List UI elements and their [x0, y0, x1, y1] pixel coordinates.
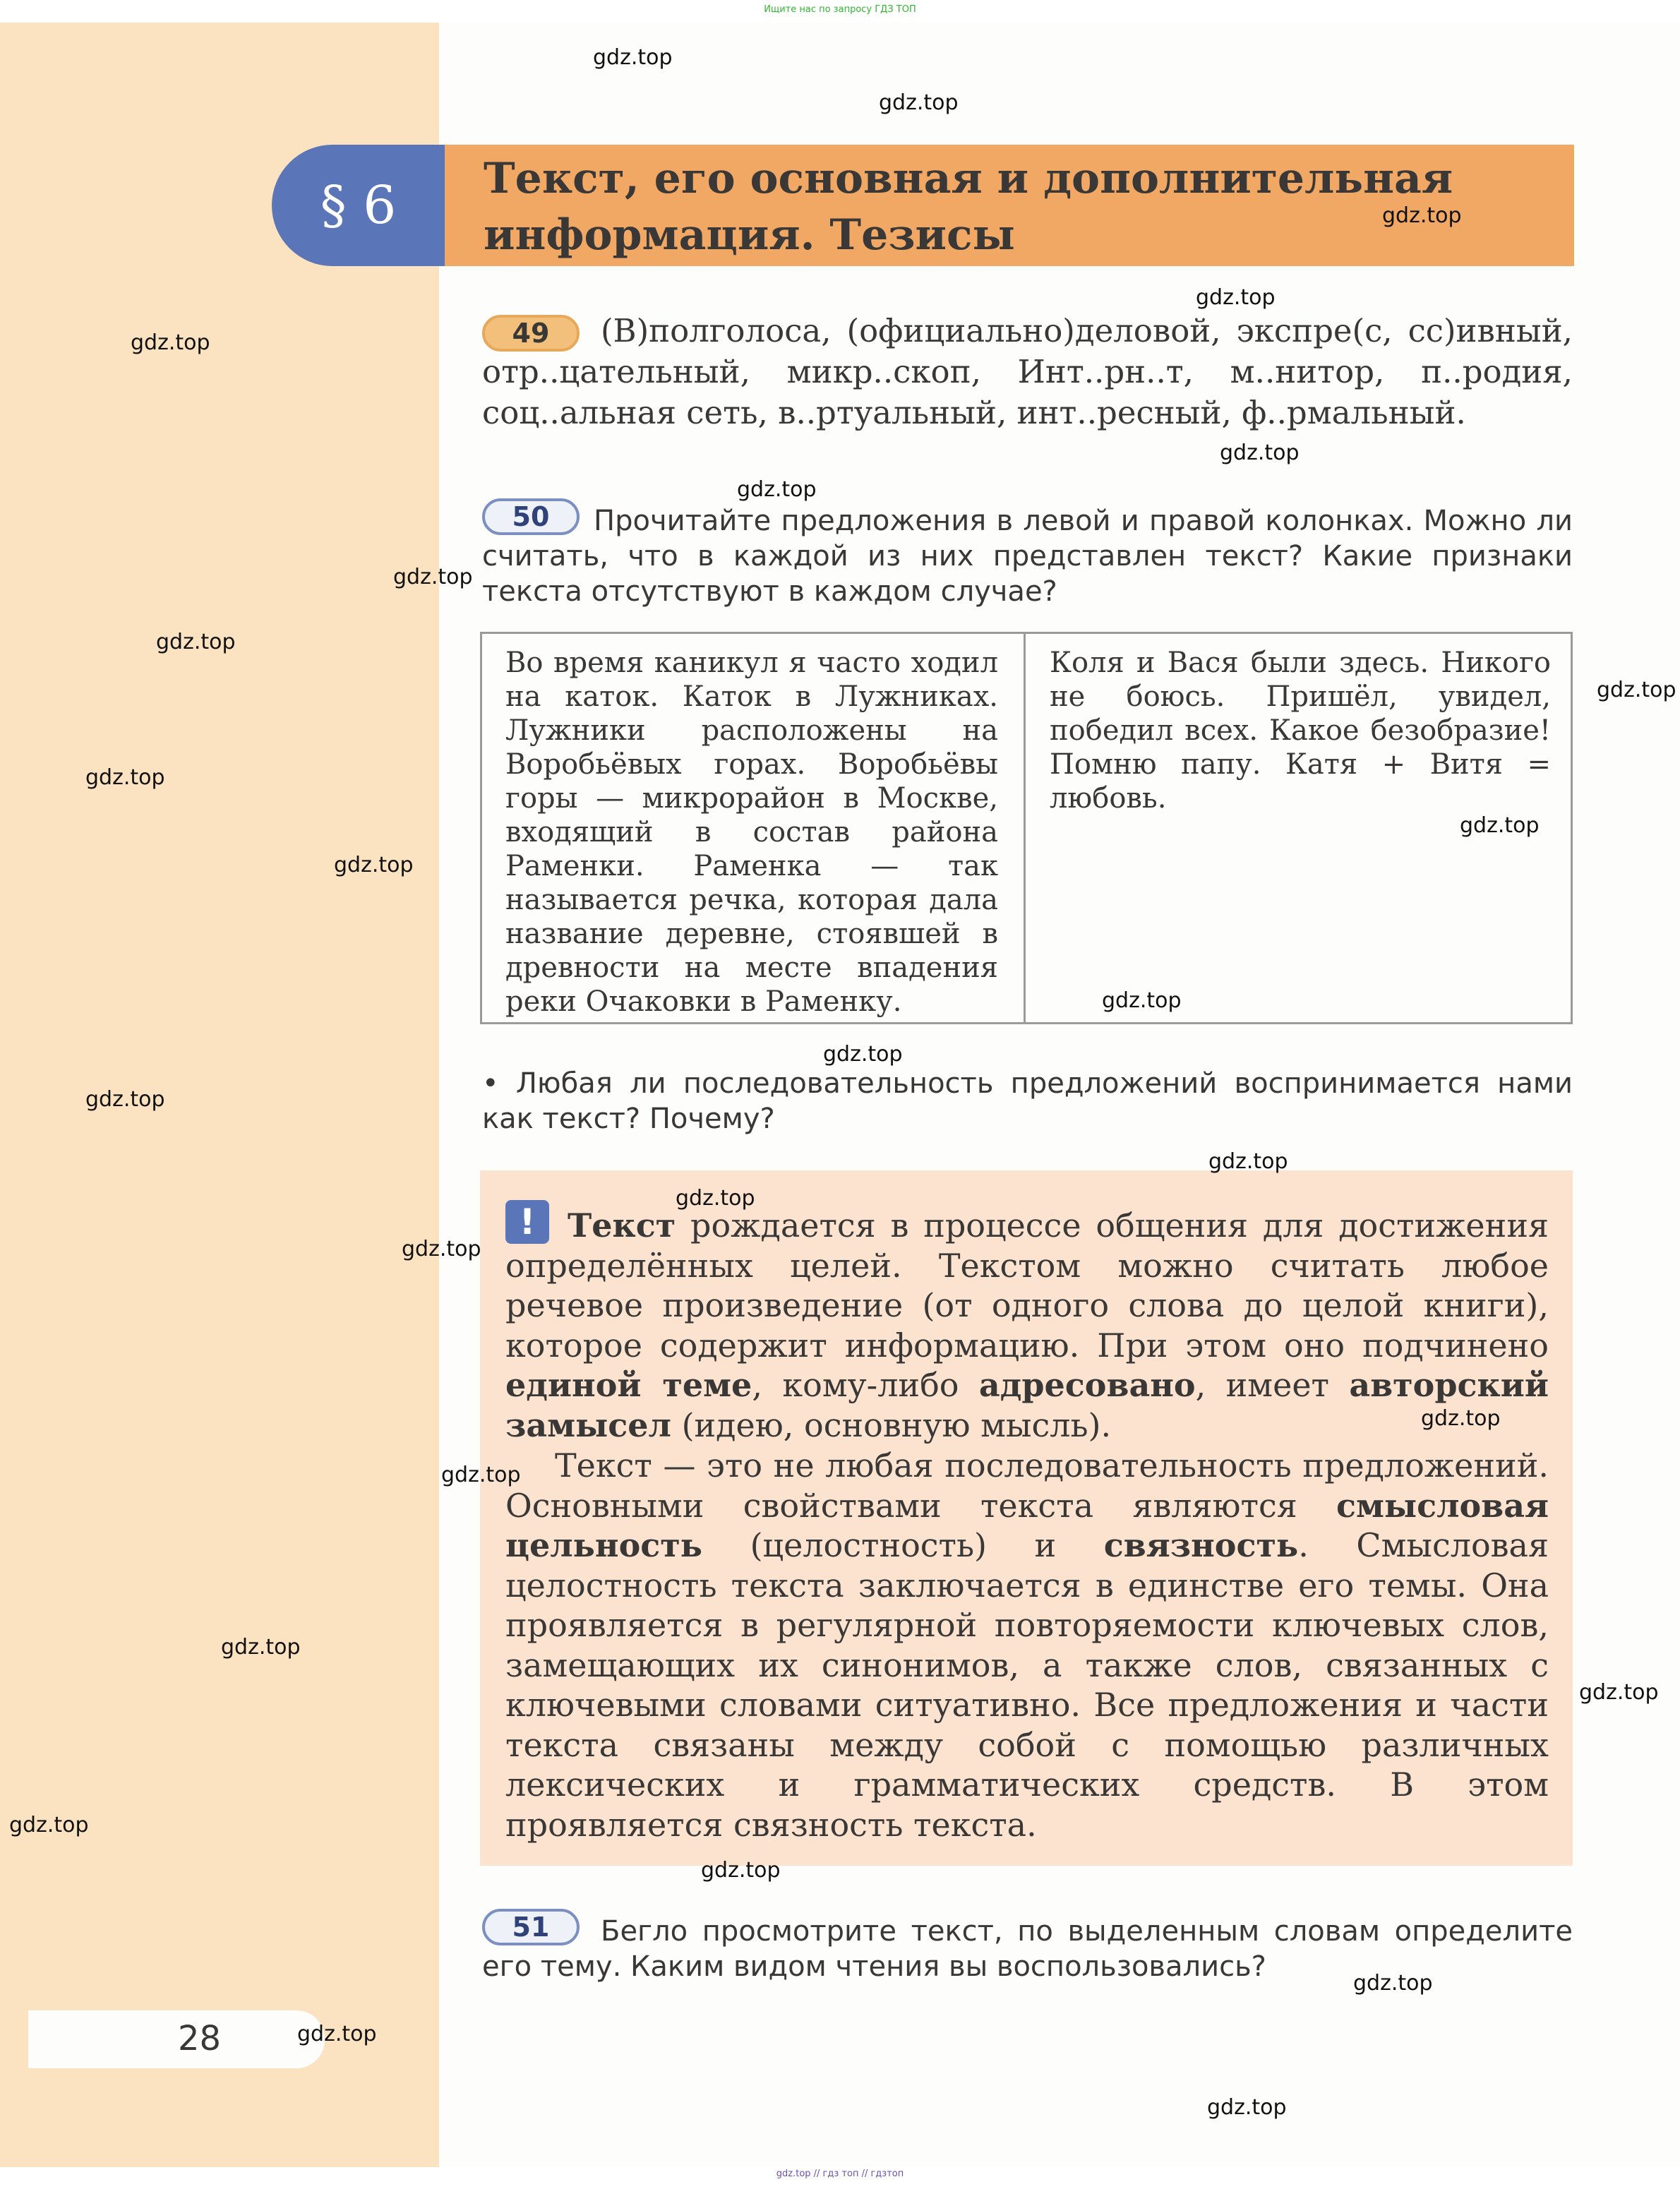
rule-p1-part4: (идею, основную мысль). [671, 1405, 1112, 1444]
rule-term-coherence: связность [1103, 1526, 1299, 1564]
watermark: gdz.top [402, 1237, 481, 1261]
watermark: gdz.top [1196, 285, 1276, 310]
watermark: gdz.top [85, 1087, 165, 1112]
watermark: gdz.top [1207, 2095, 1287, 2120]
watermark: gdz.top [9, 1813, 89, 1837]
exclamation-icon: ! [505, 1200, 549, 1244]
rule-term-author-intent: авторский замысел [505, 1366, 1549, 1444]
rule-p1-part3: , имеет [1195, 1366, 1350, 1404]
section-title-line1: Текст, его основная и дополнительная [484, 154, 1453, 203]
watermark: gdz.top [131, 330, 210, 355]
watermark: gdz.top [1208, 1149, 1288, 1174]
watermark: gdz.top [1597, 678, 1676, 702]
page-margin [0, 23, 439, 2167]
watermark: gdz.top [85, 765, 165, 790]
rule-p2-part3: . Смысловая целостность текста заключается в единстве его темы. Она проявляется в регулярной повторяемости ключевых слов, замещающих их синонимов, а также слов, связанных с ключевыми словами ситуативно. Все предложения и части текста связаны между собой с помощью различных лексических и грамматических средств. В этом проявляется связность текста. [505, 1526, 1549, 1844]
rule-term-addressed: адресовано [978, 1366, 1196, 1404]
watermark: gdz.top [701, 1858, 781, 1883]
exercise-51-text: Бегло просмотрите текст, по выделенным словам определите его тему. Каким видом чтения вы воспользовались? [482, 1915, 1573, 1983]
exercise-50-question: • Любая ли последовательность предложений воспринимается нами как текст? Почему? [482, 1067, 1573, 1135]
watermark: gdz.top [1460, 813, 1540, 838]
watermark: gdz.top [879, 90, 959, 115]
exercise-51-number: 51 [482, 1909, 580, 1945]
watermark: gdz.top [334, 853, 414, 877]
section-title-line2: информация. Тезисы [484, 210, 1015, 260]
page-number: 28 [178, 2019, 222, 2058]
page-number-tab [28, 2010, 325, 2068]
columns-divider [1024, 632, 1026, 1024]
watermark: gdz.top [737, 477, 817, 502]
rule-p2-part1: Текст — это не любая последовательность предложений. Основными свойствами текста являются [505, 1446, 1549, 1525]
exercise-49-text: (В)полголоса, (официально)деловой, экспре(с, сс)ивный, отр..цательный, микр..скоп, Инт..рн..т, м..нитор, п..родия, соц..альная сеть, в..ртуальный, инт..ресный, ф..рмальный. [482, 312, 1573, 431]
watermark: gdz.top [297, 2022, 377, 2046]
section-number: § 6 [272, 145, 445, 266]
watermark: gdz.top [156, 630, 236, 654]
watermark: gdz.top [1220, 440, 1300, 465]
rule-term-text: Текст [568, 1206, 676, 1245]
rule-paragraph-1 [505, 1206, 1549, 1445]
watermark: gdz.top [1421, 1406, 1501, 1431]
watermark: gdz.top [393, 565, 473, 589]
rule-paragraph-2 [505, 1446, 1549, 1845]
watermark: gdz.top [1353, 1971, 1433, 1996]
rule-p1-part1: рождается в процессе общения для достижения определённых целей. Текстом можно считать любое речевое произведение (от одного слова до целой книги), которое содержит информацию. При этом оно подчинено [505, 1206, 1549, 1365]
watermark: gdz.top [823, 1042, 903, 1067]
exercise-50-text: Прочитайте предложения в левой и правой колонках. Можно ли считать, что в каждой из них представлен текст? Какие признаки текста отсутствуют в каждом случае? [482, 505, 1573, 608]
exercise-49-number: 49 [482, 315, 580, 352]
exercise-50-number: 50 [482, 498, 580, 535]
right-column-text: Коля и Вася были здесь. Никого не боюсь. Пришёл, увидел, победил всех. Какое безобразие! Помню папу. Катя + Витя = любовь. [1050, 647, 1551, 815]
rule-p1-part2: , кому-либо [752, 1366, 979, 1404]
rule-term-single-theme: единой теме [505, 1366, 752, 1404]
watermark: gdz.top [676, 1186, 755, 1211]
watermark: gdz.top [1102, 988, 1182, 1013]
left-column-text: Во время каникул я часто ходил на каток. Каток в Лужниках. Лужники расположены на Воробьёвых горах. Воробьёвы горы — микрорайон в Москве, входящий в состав района Раменки. Раменка — так называется речка, которая дала название деревне, стоявшей в древности на месте впадения реки Очаковки в Раменку. [505, 647, 998, 1018]
bottom-note: gdz.top // гдз топ // гдзтоп [776, 2169, 904, 2179]
rule-p2-part2: (целостность) и [702, 1526, 1104, 1564]
watermark: gdz.top [1382, 203, 1462, 228]
rule-term-semantic-integrity: смысловая цельность [505, 1486, 1549, 1564]
watermark: gdz.top [1579, 1680, 1659, 1705]
watermark: gdz.top [593, 45, 673, 70]
watermark: gdz.top [441, 1463, 521, 1487]
watermark: gdz.top [221, 1635, 301, 1660]
top-note: Ищите нас по запросу ГДЗ ТОП [764, 4, 916, 15]
